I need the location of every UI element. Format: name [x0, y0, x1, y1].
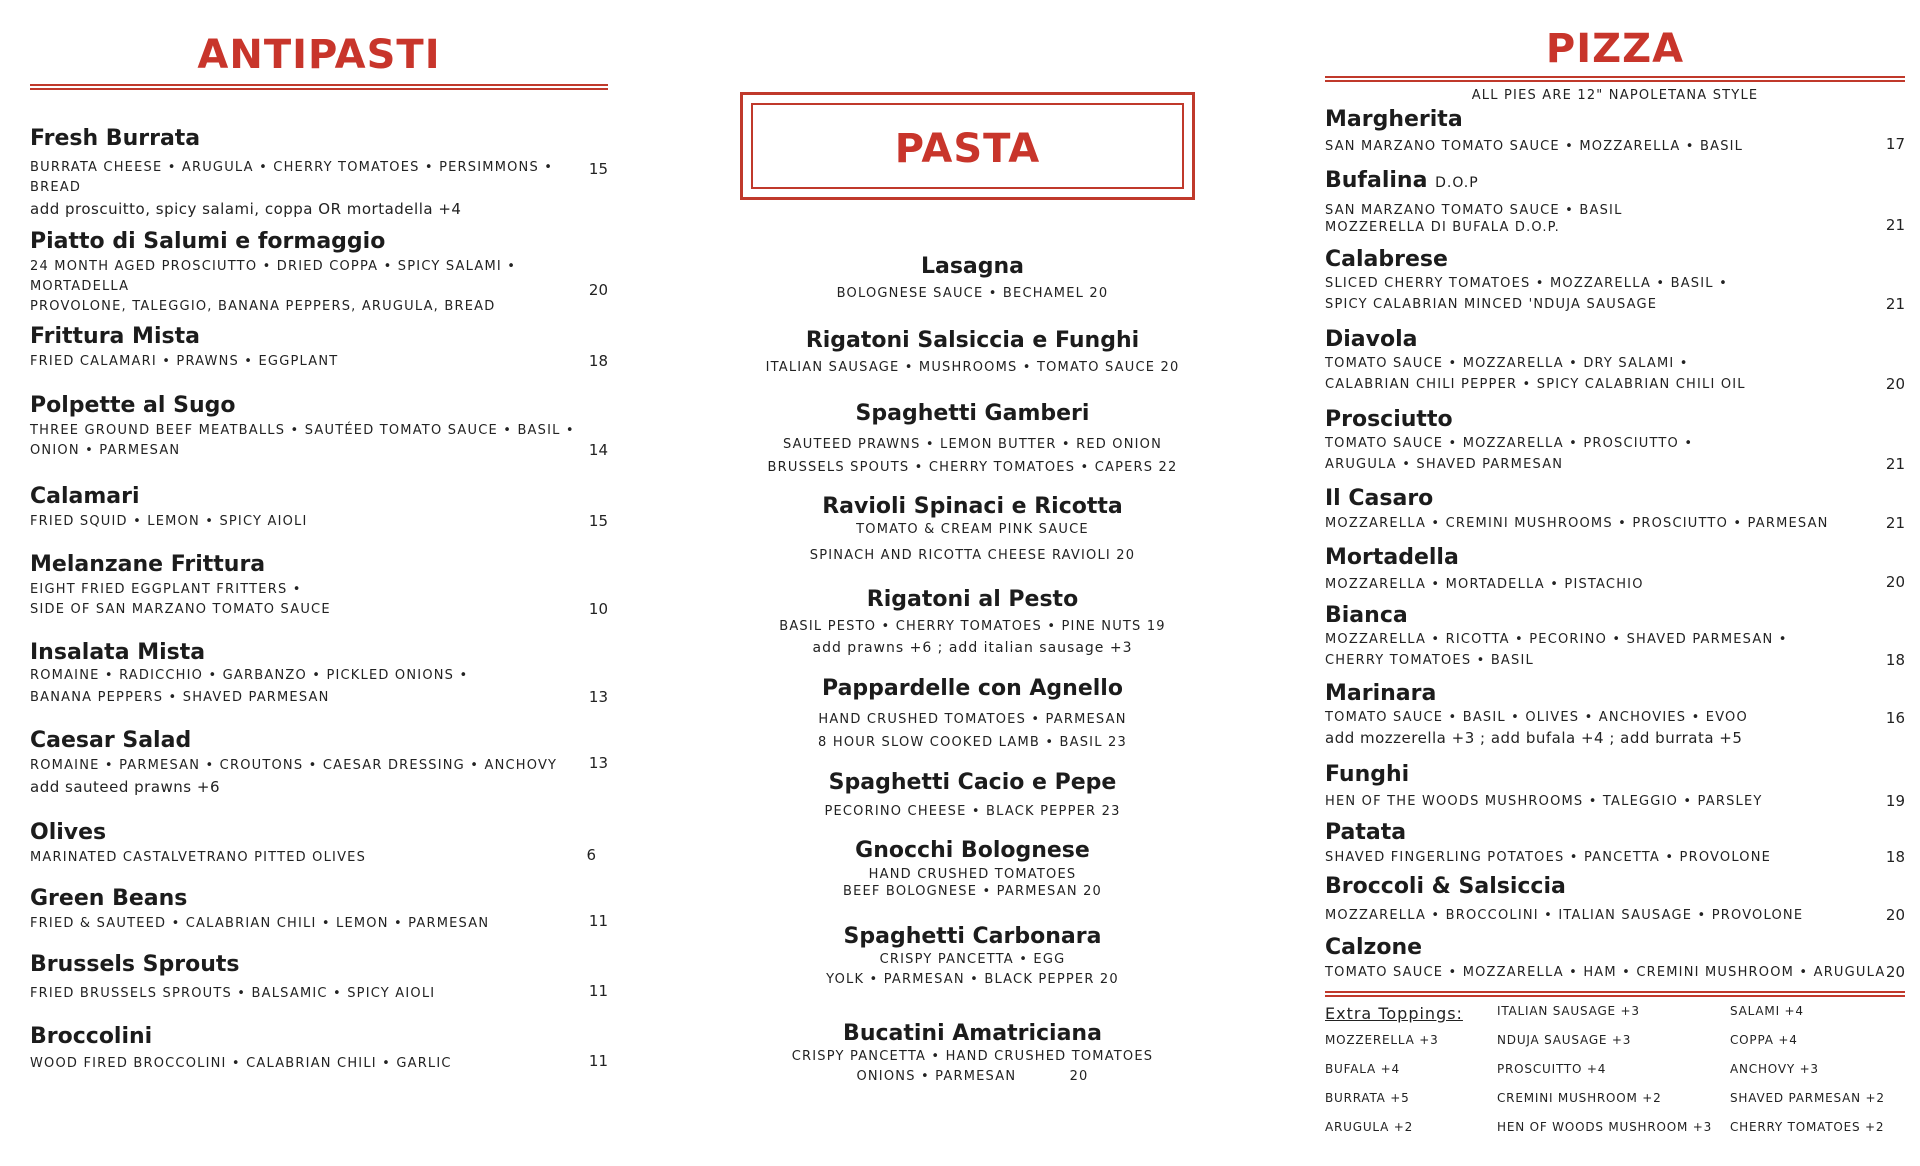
item-description: BURRATA CHEESE • ARUGULA • CHERRY TOMATOES • PERSIMMONS • BREAD: [30, 160, 554, 195]
menu-item: [1325, 168, 1905, 236]
topping-item: ANCHOVY +3: [1730, 1062, 1819, 1076]
menu-item: [1325, 874, 1905, 926]
pizza-divider: [1325, 76, 1905, 82]
item-description: HAND CRUSHED TOMATOES • PARMESAN: [818, 712, 1127, 727]
item-price: 17: [1885, 135, 1905, 153]
item-description: CRISPY PANCETTA • EGG: [879, 952, 1066, 967]
pasta-title: PASTA: [894, 126, 1041, 172]
item-description: ROMAINE • RADICCHIO • GARBANZO • PICKLED ONIONS •: [30, 668, 469, 683]
item-name: Il Casaro: [1325, 486, 1434, 511]
item-description: THREE GROUND BEEF MEATBALLS • SAUTÉED TOMATO SAUCE • BASIL •: [30, 423, 575, 438]
item-price: 14: [588, 441, 608, 459]
item-name: Fresh Burrata: [30, 126, 201, 151]
menu-item: [735, 254, 1210, 304]
item-description: SIDE OF SAN MARZANO TOMATO SAUCE: [30, 602, 331, 617]
item-description: EIGHT FRIED EGGPLANT FRITTERS •: [30, 582, 302, 597]
topping-item: PROSCUITTO +4: [1497, 1062, 1607, 1076]
menu-item: [30, 640, 608, 708]
item-description: BOLOGNESE SAUCE • BECHAMEL 20: [836, 286, 1109, 301]
item-description: ONION • PARMESAN: [30, 443, 181, 458]
menu-item: [30, 1024, 608, 1074]
menu-item: [1325, 935, 1905, 983]
item-name: Bucatini Amatriciana: [843, 1021, 1102, 1046]
menu-item: [30, 552, 608, 620]
item-description: YOLK • PARMESAN • BLACK PEPPER 20: [826, 972, 1119, 987]
item-price: 21: [1885, 455, 1905, 473]
item-name: Bufalina: [1325, 168, 1428, 193]
item-description: CRISPY PANCETTA • HAND CRUSHED TOMATOES: [791, 1049, 1154, 1064]
item-description: MARINATED CASTALVETRANO PITTED OLIVES: [30, 850, 367, 865]
item-price: 13: [588, 688, 608, 706]
menu-item: [30, 324, 608, 372]
item-description: SAN MARZANO TOMATO SAUCE • MOZZARELLA • BASIL: [1325, 139, 1744, 154]
item-description: PROVOLONE, TALEGGIO, BANANA PEPPERS, ARUGULA, BREAD: [30, 299, 496, 314]
menu-item: [1325, 545, 1905, 595]
menu-item: [735, 587, 1210, 659]
item-description: FRIED & SAUTEED • CALABRIAN CHILI • LEMON • PARMESAN: [30, 916, 490, 931]
topping-item: CHERRY TOMATOES +2: [1730, 1120, 1885, 1134]
extra-toppings: [1325, 1004, 1905, 1154]
antipasti-title: ANTIPASTI: [197, 32, 441, 78]
item-name-row: [1325, 168, 1905, 196]
item-name: Gnocchi Bolognese: [855, 838, 1090, 863]
item-name: Frittura Mista: [30, 324, 200, 349]
menu-item: [30, 820, 608, 868]
item-name: Rigatoni al Pesto: [866, 587, 1079, 612]
item-name: Brussels Sprouts: [30, 952, 240, 977]
item-price: 11: [588, 1052, 608, 1070]
item-price: 10: [588, 600, 608, 618]
topping-item: SHAVED PARMESAN +2: [1730, 1091, 1885, 1105]
menu-item: [1325, 107, 1905, 157]
item-name: Spaghetti Carbonara: [843, 924, 1102, 949]
item-price: 21: [1885, 295, 1905, 313]
item-description: BRUSSELS SPOUTS • CHERRY TOMATOES • CAPERS 22: [767, 460, 1178, 475]
menu-item: [735, 494, 1210, 566]
item-price: 18: [588, 352, 608, 370]
item-description: SPINACH AND RICOTTA CHEESE RAVIOLI 20: [809, 548, 1136, 563]
item-description: MOZZARELLA • MORTADELLA • PISTACHIO: [1325, 577, 1644, 592]
item-price: 16: [1885, 709, 1905, 727]
menu-item: [1325, 247, 1905, 315]
topping-item: COPPA +4: [1730, 1033, 1798, 1047]
menu-item: [30, 126, 608, 220]
item-description: TOMATO SAUCE • MOZZARELLA • PROSCIUTTO •: [1325, 436, 1694, 451]
item-name: Olives: [30, 820, 107, 845]
item-price: 20: [1885, 906, 1905, 924]
item-name: Pappardelle con Agnello: [822, 676, 1123, 701]
item-description: FRIED SQUID • LEMON • SPICY AIOLI: [30, 514, 308, 529]
pizza-subtitle: ALL PIES ARE 12" NAPOLETANA STYLE: [1471, 88, 1759, 103]
item-name: Funghi: [1325, 762, 1410, 787]
item-description: WOOD FIRED BROCCOLINI • CALABRIAN CHILI • GARLIC: [30, 1056, 452, 1071]
item-description: SHAVED FINGERLING POTATOES • PANCETTA • PROVOLONE: [1325, 850, 1772, 865]
item-description: MOZZARELLA • RICOTTA • PECORINO • SHAVED PARMESAN •: [1325, 632, 1788, 647]
item-description: ARUGULA • SHAVED PARMESAN: [1325, 457, 1564, 472]
pizza-title: PIZZA: [1545, 26, 1685, 72]
item-description: ONIONS • PARMESAN 20: [856, 1069, 1089, 1084]
menu-item: [1325, 762, 1905, 812]
menu-item: [1325, 407, 1905, 475]
menu-item: [1325, 327, 1905, 395]
toppings-column-1: [1325, 1026, 1439, 1142]
dop-badge: D.O.P: [1435, 175, 1479, 191]
item-note: add proscuitto, spicy salami, coppa OR mortadella +4: [30, 200, 462, 218]
topping-item: MOZZERELLA +3: [1325, 1033, 1439, 1047]
toppings-column-2: [1497, 997, 1712, 1142]
menu-item: [30, 229, 608, 317]
item-description: MOZZERELLA DI BUFALA D.O.P.: [1325, 220, 1561, 235]
item-description: FRIED CALAMARI • PRAWNS • EGGPLANT: [30, 354, 339, 369]
item-price: 20: [1885, 963, 1905, 981]
menu-item: [1325, 603, 1905, 671]
item-description: CALABRIAN CHILI PEPPER • SPICY CALABRIAN CHILI OIL: [1325, 377, 1746, 392]
menu-item: [735, 676, 1210, 754]
item-description: CHERRY TOMATOES • BASIL: [1325, 653, 1534, 668]
menu-item: [735, 328, 1210, 378]
item-price: 20: [588, 281, 608, 299]
toppings-title: Extra Toppings:: [1325, 1004, 1463, 1023]
item-description: 8 HOUR SLOW COOKED LAMB • BASIL 23: [818, 735, 1127, 750]
item-price: 21: [1885, 216, 1905, 234]
item-name: Calamari: [30, 484, 140, 509]
item-name: Spaghetti Cacio e Pepe: [828, 770, 1117, 795]
item-description: SPICY CALABRIAN MINCED 'NDUJA SAUSAGE: [1325, 297, 1658, 312]
menu-item: [1325, 681, 1905, 749]
item-description: BEEF BOLOGNESE • PARMESAN 20: [842, 884, 1103, 899]
item-price: 19: [1885, 792, 1905, 810]
menu-item: [30, 393, 608, 461]
pasta-title-frame: [740, 92, 1195, 200]
item-name: Spaghetti Gamberi: [855, 401, 1090, 426]
item-name: Lasagna: [920, 254, 1025, 279]
item-price: 18: [1885, 848, 1905, 866]
item-description: BASIL PESTO • CHERRY TOMATOES • PINE NUTS 19: [779, 619, 1166, 634]
item-price: 11: [588, 982, 608, 1000]
item-name: Prosciutto: [1325, 407, 1453, 432]
item-name: Green Beans: [30, 886, 188, 911]
item-price: 13: [588, 754, 608, 772]
item-description: 24 MONTH AGED PROSCIUTTO • DRIED COPPA • SPICY SALAMI • MORTADELLA: [30, 259, 517, 294]
item-name: Calzone: [1325, 935, 1423, 960]
menu-item: [30, 728, 608, 798]
menu-item: [30, 952, 608, 1004]
item-description: HAND CRUSHED TOMATOES: [868, 867, 1077, 882]
topping-item: NDUJA SAUSAGE +3: [1497, 1033, 1632, 1047]
item-price: 11: [588, 912, 608, 930]
item-name: Diavola: [1325, 327, 1418, 352]
item-description: SAN MARZANO TOMATO SAUCE • BASIL: [1325, 203, 1623, 218]
item-note: add mozzerella +3 ; add bufala +4 ; add burrata +5: [1325, 729, 1743, 747]
item-price: 15: [588, 160, 608, 178]
topping-item: BUFALA +4: [1325, 1062, 1400, 1076]
item-name: Rigatoni Salsiccia e Funghi: [805, 328, 1140, 353]
item-name: Margherita: [1325, 107, 1463, 132]
item-price: 6: [586, 846, 596, 864]
topping-item: CREMINI MUSHROOM +2: [1497, 1091, 1662, 1105]
item-price: 20: [1885, 573, 1905, 591]
item-description: ROMAINE • PARMESAN • CROUTONS • CAESAR DRESSING • ANCHOVY: [30, 758, 558, 773]
item-note: add prawns +6 ; add italian sausage +3: [812, 640, 1133, 656]
item-description: TOMATO SAUCE • MOZZARELLA • DRY SALAMI •: [1325, 356, 1689, 371]
item-name: Caesar Salad: [30, 728, 192, 753]
item-name: Marinara: [1325, 681, 1437, 706]
item-price: 15: [588, 512, 608, 530]
topping-item: SALAMI +4: [1730, 1004, 1804, 1018]
item-price: 21: [1885, 514, 1905, 532]
topping-item: ITALIAN SAUSAGE +3: [1497, 1004, 1640, 1018]
item-name: Bianca: [1325, 603, 1408, 628]
item-description: BANANA PEPPERS • SHAVED PARMESAN: [30, 690, 330, 705]
item-name: Insalata Mista: [30, 640, 206, 665]
item-price: 20: [1885, 375, 1905, 393]
item-description: MOZZARELLA • CREMINI MUSHROOMS • PROSCIUTTO • PARMESAN: [1325, 516, 1829, 531]
menu-item: [30, 886, 608, 934]
antipasti-divider: [30, 84, 608, 90]
item-description: SLICED CHERRY TOMATOES • MOZZARELLA • BASIL •: [1325, 276, 1728, 291]
item-description: MOZZARELLA • BROCCOLINI • ITALIAN SAUSAGE • PROVOLONE: [1325, 908, 1804, 923]
topping-item: BURRATA +5: [1325, 1091, 1410, 1105]
item-description: ITALIAN SAUSAGE • MUSHROOMS • TOMATO SAUCE 20: [765, 360, 1180, 375]
item-description: TOMATO & CREAM PINK SAUCE: [856, 522, 1089, 537]
item-name: Calabrese: [1325, 247, 1448, 272]
menu-item: [1325, 820, 1905, 868]
item-description: PECORINO CHEESE • BLACK PEPPER 23: [824, 804, 1121, 819]
item-price: 18: [1885, 651, 1905, 669]
item-name: Broccolini: [30, 1024, 153, 1049]
menu-item: [30, 484, 608, 532]
menu-item: [1325, 486, 1905, 534]
menu-item: [735, 401, 1210, 479]
item-name: Patata: [1325, 820, 1407, 845]
topping-item: ARUGULA +2: [1325, 1120, 1414, 1134]
item-description: TOMATO SAUCE • MOZZARELLA • HAM • CREMINI MUSHROOM • ARUGULA: [1325, 965, 1886, 980]
menu-item: [735, 838, 1210, 900]
item-name: Polpette al Sugo: [30, 393, 236, 418]
item-name: Broccoli & Salsiccia: [1325, 874, 1566, 899]
item-name: Melanzane Frittura: [30, 552, 266, 577]
toppings-column-3: [1730, 997, 1885, 1142]
item-description: HEN OF THE WOODS MUSHROOMS • TALEGGIO • PARSLEY: [1325, 794, 1763, 809]
item-description: FRIED BRUSSELS SPROUTS • BALSAMIC • SPICY AIOLI: [30, 986, 436, 1001]
menu-item: [735, 770, 1210, 822]
topping-item: HEN OF WOODS MUSHROOM +3: [1497, 1120, 1713, 1134]
item-description: SAUTEED PRAWNS • LEMON BUTTER • RED ONION: [782, 437, 1163, 452]
menu-item: [735, 1021, 1210, 1087]
item-description: TOMATO SAUCE • BASIL • OLIVES • ANCHOVIES • EVOO: [1325, 710, 1748, 725]
item-name: Piatto di Salumi e formaggio: [30, 229, 386, 254]
item-name: Ravioli Spinaci e Ricotta: [822, 494, 1123, 519]
menu-item: [735, 924, 1210, 990]
item-note: add sauteed prawns +6: [30, 778, 220, 796]
item-name: Mortadella: [1325, 545, 1459, 570]
